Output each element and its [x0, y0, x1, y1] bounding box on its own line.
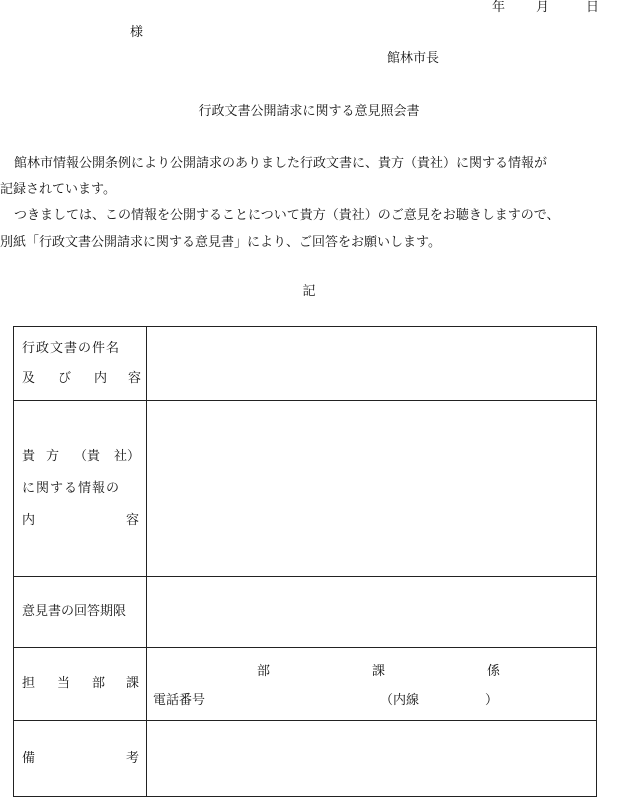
label-text: び	[58, 370, 72, 386]
label-text: 貴	[22, 448, 36, 464]
label-text: 容	[126, 512, 140, 528]
date-day: 日	[586, 0, 600, 15]
body-line-1: 館林市情報公開条例により公開請求のありました行政文書に、貴方（貴社）に関する情報が	[14, 156, 548, 171]
body-line-3: つきましては、この情報を公開することについて貴方（貴社）のご意見をお聴きしますので、	[14, 208, 560, 223]
date-month: 月	[536, 0, 550, 15]
label-department	[14, 648, 147, 721]
recipient-suffix: 様	[130, 25, 144, 40]
table-row-document-subject	[14, 327, 597, 401]
value-department[interactable]	[147, 648, 597, 721]
phone-label: 電話番号	[153, 693, 206, 708]
value-document-subject[interactable]	[147, 327, 597, 401]
ki-mark: 記	[302, 284, 316, 299]
label-text: 課	[126, 676, 140, 691]
value-reply-deadline[interactable]	[147, 577, 597, 648]
label-text: 方	[46, 448, 60, 464]
unit-label: 係	[487, 664, 501, 679]
label-text: 及	[22, 370, 36, 386]
label-text: 備	[22, 750, 36, 766]
label-related-info	[14, 401, 147, 577]
label-text: 部	[92, 676, 106, 691]
body-line-2: 記録されています。	[0, 182, 116, 197]
extension-open: （内線	[380, 693, 420, 708]
label-reply-deadline	[14, 577, 147, 648]
table-row-related-info	[14, 401, 597, 577]
label-text: 担	[22, 676, 36, 691]
label-text: 意見書の回答期限	[22, 604, 127, 619]
label-text: 容	[128, 370, 142, 386]
label-text: 当	[57, 676, 71, 691]
date-line	[492, 0, 602, 16]
label-remarks	[14, 721, 147, 797]
date-year: 年	[492, 0, 506, 15]
label-text: （貴	[74, 448, 101, 464]
sender-name: 館林市長	[387, 51, 440, 66]
section-label: 課	[372, 664, 386, 679]
label-text: 行政文書の件名	[22, 340, 121, 356]
dept-label: 部	[257, 664, 271, 679]
document-title: 行政文書公開請求に関する意見照会書	[198, 104, 420, 119]
label-text: に関する情報の	[22, 480, 121, 496]
label-text: 内	[22, 512, 36, 528]
label-document-subject	[14, 327, 147, 401]
body-line-4: 別紙「行政文書公開請求に関する意見書」により、ご回答をお願いします。	[0, 235, 441, 250]
label-text: 内	[94, 370, 108, 386]
label-text: 社）	[114, 448, 141, 464]
table-row-reply-deadline	[14, 577, 597, 648]
label-text: 考	[126, 750, 140, 766]
extension-close: ）	[485, 693, 499, 708]
value-related-info[interactable]	[147, 401, 597, 577]
value-remarks[interactable]	[147, 721, 597, 797]
form-table	[13, 326, 597, 797]
table-row-department	[14, 648, 597, 721]
table-row-remarks	[14, 721, 597, 797]
